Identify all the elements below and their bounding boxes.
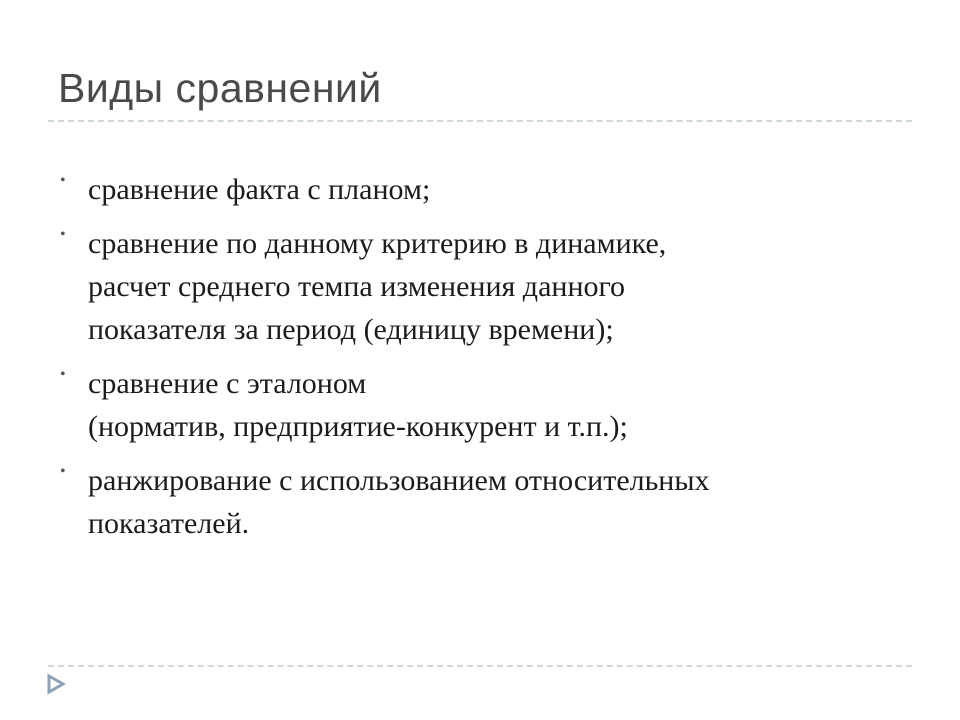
triangle-right-icon — [45, 673, 67, 695]
bullet-text: сравнение по данному критерию в динамике, — [88, 227, 667, 260]
bullet-icon: • — [60, 366, 66, 383]
bullet-text: ранжирование с использованием относительных — [88, 464, 710, 497]
bullet-icon: • — [60, 226, 66, 243]
title-divider — [48, 120, 912, 122]
bullet-item — [60, 168, 900, 211]
bullet-text: показателя за период (единицу времени); — [88, 313, 614, 346]
bullet-item — [60, 459, 900, 545]
triangle-right-icon-shape — [49, 676, 63, 692]
bullet-text: сравнение факта с планом; — [88, 173, 431, 206]
bullet-text: расчет среднего темпа изменения данного — [88, 270, 626, 303]
bullet-text: (норматив, предприятие-конкурент и т.п.); — [88, 410, 628, 443]
bullet-icon: • — [60, 463, 66, 480]
bullet-text: сравнение с эталоном — [88, 367, 367, 400]
bullet-icon: • — [60, 172, 66, 189]
bullet-text: показателей. — [88, 507, 250, 540]
bullet-item — [60, 362, 900, 448]
footer-divider — [48, 665, 912, 667]
bullet-list — [60, 168, 900, 556]
slide-title: Виды сравнений — [58, 65, 382, 111]
bullet-item — [60, 222, 900, 351]
